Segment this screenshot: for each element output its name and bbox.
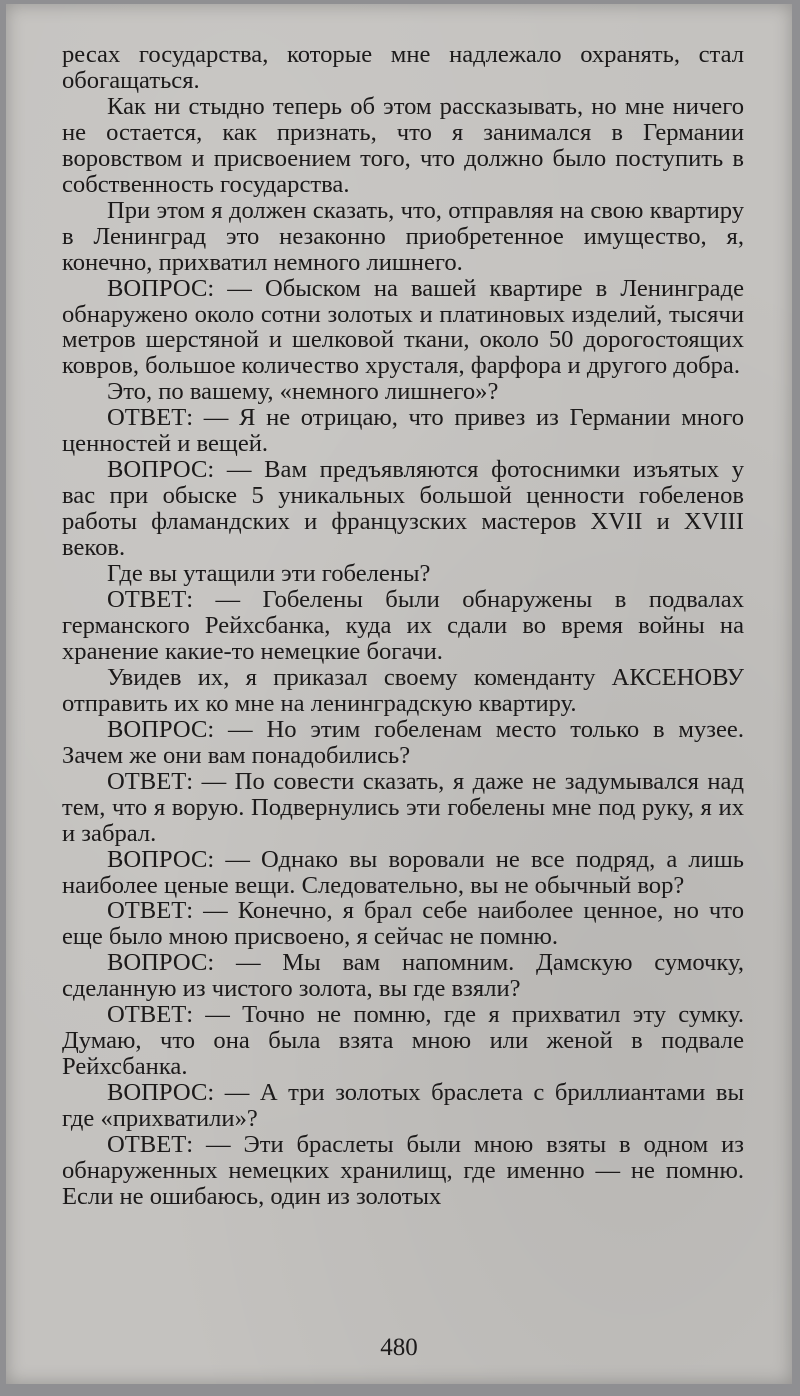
paragraph: ОТВЕТ: — Я не отрицаю, что привез из Германии много ценностей и вещей. [62, 404, 744, 458]
book-page [6, 4, 792, 1384]
paragraph: При этом я должен сказать, что, отправляя на свою квартиру в Ленинград это незаконно приобретенное имущество, я, конечно, прихватил немного лишнего. [62, 196, 744, 276]
paragraph: ОТВЕТ: — Гобелены были обнаружены в подвалах германского Рейхсбанка, куда их сдали во время войны на хранение какие-то немецкие богачи. [62, 586, 744, 665]
paragraph: ОТВЕТ: — По совести сказать, я даже не задумывался над тем, что я ворую. Подвернулись эти гобелены мне под руку, я их и забрал. [62, 767, 744, 847]
paragraph: ОТВЕТ: — Точно не помню, где я прихватил эту сумку. Думаю, что она была взята мною или женой в подвале Рейхсбанка. [62, 1001, 744, 1081]
paragraph: ОТВЕТ: — Эти браслеты были мною взяты в одном из обнаруженных немецких хранилищ, где именно — не помню. Если не ошибаюсь, один из золотых [62, 1131, 744, 1210]
paragraph: ОТВЕТ: — Конечно, я брал себе наиболее ценное, но что еще было мною присвоено, я сейчас не помню. [62, 897, 744, 951]
paragraph: Как ни стыдно теперь об этом рассказывать, но мне ничего не остается, как признать, что я занимался в Германии воровством и присвоением того, что должно было поступить в собственность государства. [62, 92, 744, 198]
page-number: 480 [380, 1334, 418, 1361]
paragraph: Где вы утащили эти гобелены? [107, 560, 431, 588]
paragraph: Это, по вашему, «немного лишнего»? [107, 378, 499, 406]
paragraph: ВОПРОС: — Обыском на вашей квартире в Ленинграде обнаружено около сотни золотых и платиновых изделий, тысячи метров шерстяной и шелковой ткани, около 50 дорогостоящих ковров, большое количество хрусталя, фарфора и другого добра. [62, 274, 744, 380]
body-text [62, 42, 744, 1210]
paragraph: ВОПРОС: — Однако вы воровали не все подряд, а лишь наиболее ценые вещи. Следовательно, вы не обычный вор? [62, 845, 744, 899]
paragraph: ВОПРОС: — Но этим гобеленам место только в музее. Зачем же они вам понадобились? [62, 715, 744, 769]
paragraph: Увидев их, я приказал своему коменданту АКСЕНОВУ отправить их ко мне на ленинградскую квартиру. [62, 663, 744, 717]
paragraph: ресах государства, которые мне надлежало охранять, стал обогащаться. [62, 41, 744, 94]
paragraph: ВОПРОС: — Мы вам напомним. Дамскую сумочку, сделанную из чистого золота, вы где взяли? [62, 949, 744, 1003]
paragraph: ВОПРОС: — Вам предъявляются фотоснимки изъятых у вас при обыске 5 уникальных большой ценности гобеленов работы фламандских и французских мастеров XVII и XVIII веков. [62, 456, 744, 562]
paragraph: ВОПРОС: — А три золотых браслета с бриллиантами вы где «прихватили»? [62, 1079, 744, 1133]
